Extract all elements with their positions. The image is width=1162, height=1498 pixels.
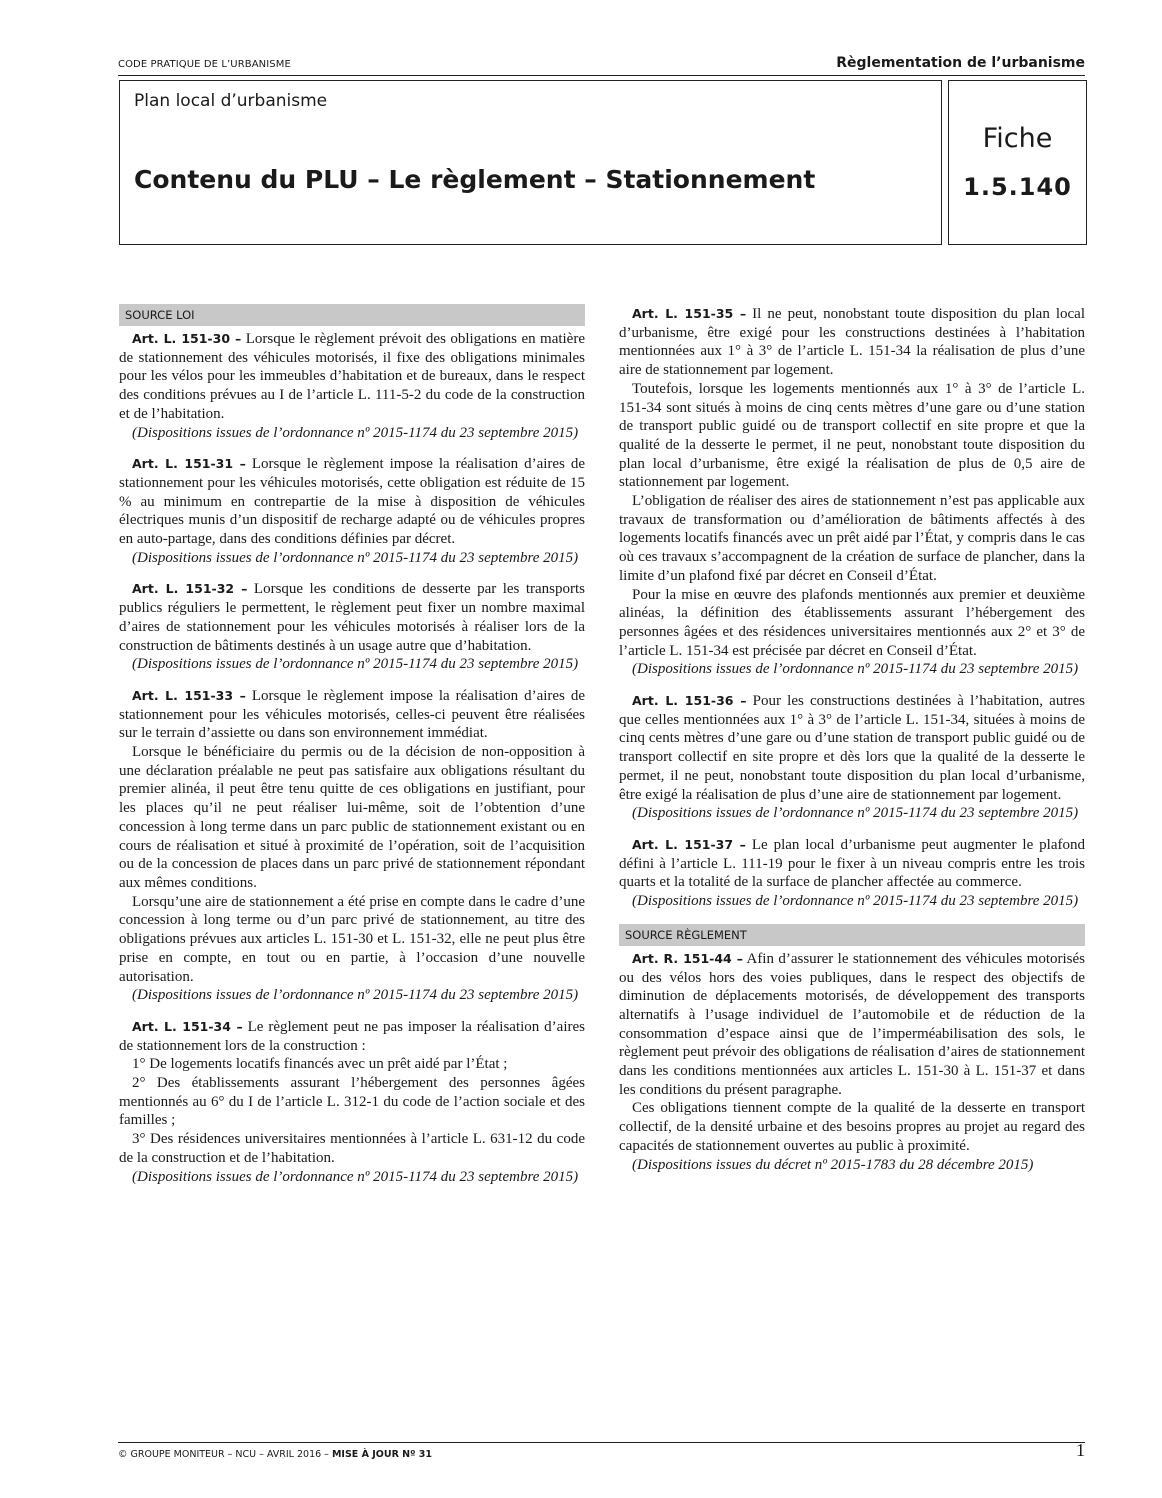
source-note: (Dispositions issues de l’ordonnance nº 2015-1174 du 23 septembre 2015) bbox=[632, 805, 1079, 822]
article-text: 3° Des résidences universitaires mentionnées à l’article L. 631-12 du code de la construction et de l’habitation. bbox=[119, 1131, 585, 1166]
article bbox=[119, 455, 585, 567]
left-column bbox=[119, 304, 585, 1199]
source-heading-loi: SOURCE LOI bbox=[119, 304, 585, 326]
footer-text: © GROUPE MONITEUR – NCU – AVRIL 2016 – bbox=[118, 1449, 332, 1460]
article-text: Lorsque le règlement impose la réalisation d’aires de stationnement pour les véhicules motorisés, cette obligation est réduite de 15 % au minimum en contrepartie de la mise à disposition de véhicules électriques munis d’un dispositif de recharge adapté ou de véhicules propres en auto-partage, dans des conditions définies par décret. bbox=[119, 456, 585, 548]
article-text: Lorsqu’une aire de stationnement a été prise en compte dans le cadre d’une concession à long terme ou d’un parc privé de stationnement, au titre des obligations prévues aux articles L. 151-30 et L. 151-32, elle ne peut plus être prise en compte, en tout ou en partie, à l’occasion d’une nouvelle autorisation. bbox=[119, 893, 585, 985]
running-header-left: CODE PRATIQUE DE L’URBANISME bbox=[118, 59, 291, 70]
regulation-articles bbox=[619, 950, 1085, 1174]
article-paragraph bbox=[119, 1130, 585, 1167]
article-paragraph bbox=[119, 330, 585, 424]
article-reference: Art. L. 151-30 – bbox=[132, 331, 242, 346]
article-reference: Art. L. 151-33 – bbox=[132, 687, 246, 703]
article-reference: Art. L. 151-32 – bbox=[132, 581, 248, 597]
article-text: Le règlement peut ne pas imposer la réalisation d’aires de stationnement lors de la construction : bbox=[119, 1018, 585, 1054]
source-note: (Dispositions issues de l’ordonnance nº 2015-1174 du 23 septembre 2015) bbox=[132, 424, 579, 441]
article-paragraph bbox=[619, 305, 1085, 380]
source-note: (Dispositions issues de l’ordonnance nº 2015-1174 du 23 septembre 2015) bbox=[632, 893, 1079, 910]
article-text: Toutefois, lorsque les logements mentionnés aux 1° à 3° de l’article L. 151-34 sont situés à moins de cinq cents mètres d’une gare ou d’une station de transport public guidé ou de transport collectif en site propre et que la qualité de la desserte le permet, il ne peut, nonobstant toute disposition du plan local d’urbanisme, être exigé la réalisation de plus de 0,5 aire de stationnement par logement. bbox=[619, 380, 1085, 491]
fiche-label: Fiche bbox=[982, 123, 1053, 154]
article-reference: Art. L. 151-34 – bbox=[132, 1018, 243, 1034]
article-paragraph bbox=[119, 580, 585, 655]
article bbox=[119, 687, 585, 1005]
article bbox=[119, 580, 585, 674]
article-paragraph bbox=[119, 1055, 585, 1074]
article bbox=[619, 305, 1085, 679]
article-text: Pour la mise en œuvre des plafonds mentionnés aux premier et deuxième alinéas, la définition des établissements assurant l’hébergement des personnes âgées et des résidences universitaires mentionnés aux 2° et 3° de l’article L. 151-34 est précisée par décret en Conseil d’État. bbox=[619, 586, 1085, 659]
fiche-box bbox=[948, 80, 1087, 245]
article-paragraph bbox=[119, 1018, 585, 1055]
article-paragraph bbox=[119, 893, 585, 987]
article-paragraph bbox=[619, 950, 1085, 1100]
article-paragraph bbox=[619, 692, 1085, 804]
article-reference: Art. L. 151-37 – bbox=[632, 836, 746, 852]
article-text: 1° De logements locatifs financés avec un prêt aidé par l’État ; bbox=[132, 1056, 508, 1073]
article-text: Le plan local d’urbanisme peut augmenter le plafond défini à l’article L. 111-19 pour le fixer à un niveau compris entre les trois quarts et la totalité de la surface de plancher affectée au commerce. bbox=[619, 836, 1085, 891]
right-articles bbox=[619, 305, 1085, 911]
article-paragraph bbox=[619, 492, 1085, 586]
source-note: (Dispositions issues de l’ordonnance nº 2015-1174 du 23 septembre 2015) bbox=[132, 656, 579, 673]
article bbox=[119, 330, 585, 442]
article bbox=[619, 950, 1085, 1174]
article-text: Afin d’assurer le stationnement des véhicules motorisés ou des vélos hors des voies publiques, dans le respect des objectifs de diminution de déplacements motorisés, de développement des transports alternatifs à l’usage individuel de l’automobile et de réduction de la consommation d’espace ainsi que de l’imperméabilisation des sols, le règlement peut prévoir des obligations de réalisation d’aires de stationnement dans les conditions mentionnées aux articles L. 151-30 à L. 151-37 et dans les conditions du présent paragraphe. bbox=[619, 950, 1085, 1098]
title-box bbox=[119, 80, 942, 245]
article-text: Pour les constructions destinées à l’habitation, autres que celles mentionnées aux 1° à 3° de l’article L. 151-34, situées à moins de cinq cents mètres d’une gare ou d’une station de transport public guidé ou de transport collectif en site propre et dès lors que la qualité de la desserte le permet, il ne peut, nonobstant toute disposition du plan local d’urbanisme, être exigé la réalisation de plus d’une aire de stationnement par logement. bbox=[619, 693, 1085, 803]
article-reference: Art. L. 151-31 – bbox=[132, 456, 246, 472]
article-text: Lorsque les conditions de desserte par les transports publics réguliers le permettent, le règlement peut fixer un nombre maximal d’aires de stationnement pour les véhicules motorisés à réaliser lors de la construction de bâtiments destinés à un usage autre que d’habitation. bbox=[119, 581, 585, 654]
article-paragraph bbox=[619, 380, 1085, 492]
source-note: (Dispositions issues de l’ordonnance nº 2015-1174 du 23 septembre 2015) bbox=[632, 661, 1079, 678]
header-rule bbox=[118, 75, 1085, 76]
article-text: L’obligation de réaliser des aires de stationnement n’est pas applicable aux travaux de transformation ou d’amélioration de bâtiments affectés à des logements locatifs financés avec un prêt aidé par l’État, y compris dans le cas où ces travaux s’accompagnent de la création de surface de plancher, dans la limite d’un plafond fixé par décret en Conseil d’État. bbox=[619, 493, 1085, 584]
article-text: 2° Des établissements assurant l’hébergement des personnes âgées mentionnés au 6° du I de l’article L. 312-1 du code de l’action sociale et des familles ; bbox=[119, 1075, 585, 1129]
article-paragraph bbox=[619, 586, 1085, 661]
article-text: Lorsque le règlement impose la réalisation d’aires de stationnement pour les véhicules motorisés, celles-ci peuvent être réalisées sur le terrain d’assiette ou dans son environnement immédiat. bbox=[119, 687, 585, 742]
source-note: (Dispositions issues de l’ordonnance nº 2015-1174 du 23 septembre 2015) bbox=[132, 1168, 579, 1185]
section-label: Plan local d’urbanisme bbox=[134, 91, 328, 111]
footer bbox=[118, 1449, 432, 1460]
article-text: Ces obligations tiennent compte de la qualité de la desserte en transport collectif, de la densité urbaine et des besoins propres au projet au regard des capacités de stationnement ouvertes au public à proximité. bbox=[619, 1100, 1085, 1154]
article-text: Lorsque le bénéficiaire du permis ou de la décision de non-opposition à une déclaration préalable ne peut pas satisfaire aux obligations résultant du premier alinéa, il peut être tenu quitte de ces obligations en justifiant, pour les places qu’il ne peut réaliser lui-même, soit de l’obtention d’une concession à long terme dans un parc public de stationnement existant ou en cours de réalisation et situé à proximité de l’opération, soit de l’acquisition ou de la concession de places dans un parc privé de stationnement répondant aux mêmes conditions. bbox=[119, 744, 585, 891]
fiche-number: 1.5.140 bbox=[963, 173, 1072, 201]
running-header-right: Règlementation de l’urbanisme bbox=[836, 55, 1085, 71]
source-heading-reglement: SOURCE RÈGLEMENT bbox=[619, 924, 1085, 946]
article bbox=[619, 692, 1085, 823]
footer-rule bbox=[118, 1442, 1085, 1443]
right-column bbox=[619, 305, 1085, 1187]
page-title: Contenu du PLU – Le règlement – Stationnement bbox=[134, 165, 816, 194]
article bbox=[619, 836, 1085, 911]
article-reference: Art. R. 151-44 – bbox=[632, 950, 743, 966]
left-articles bbox=[119, 330, 585, 1186]
article-text: Il ne peut, nonobstant toute disposition du plan local d’urbanisme, être exigé pour les constructions destinées à l’habitation mentionnées aux 1° à 3° de l’article L. 151-34 la réalisation de plus d’une aire de stationnement par logement. bbox=[619, 306, 1086, 379]
source-note: (Dispositions issues de l’ordonnance nº 2015-1174 du 23 septembre 2015) bbox=[132, 549, 579, 566]
article-paragraph bbox=[119, 1074, 585, 1130]
article-paragraph bbox=[119, 743, 585, 893]
article-reference: Art. L. 151-35 – bbox=[632, 306, 747, 321]
article-paragraph bbox=[119, 455, 585, 549]
article-reference: Art. L. 151-36 – bbox=[632, 693, 747, 709]
article-paragraph bbox=[619, 1099, 1085, 1155]
source-note: (Dispositions issues de l’ordonnance nº 2015-1174 du 23 septembre 2015) bbox=[132, 987, 579, 1004]
source-note: (Dispositions issues du décret nº 2015-1783 du 28 décembre 2015) bbox=[632, 1156, 1034, 1173]
article-paragraph bbox=[119, 687, 585, 743]
article bbox=[119, 1018, 585, 1186]
article-paragraph bbox=[619, 836, 1085, 892]
page-number: 1 bbox=[1076, 1440, 1085, 1460]
article-text: Lorsque le règlement prévoit des obligations en matière de stationnement des véhicules motorisés, il fixe des obligations minimales pour les vélos pour les immeubles d’habitation et de bureaux, dans le respect des conditions prévues au I de l’article L. 111-5-2 du code de la construction et de l’habitation. bbox=[119, 331, 585, 422]
footer-issue: MISE À JOUR Nº 31 bbox=[331, 1449, 433, 1460]
